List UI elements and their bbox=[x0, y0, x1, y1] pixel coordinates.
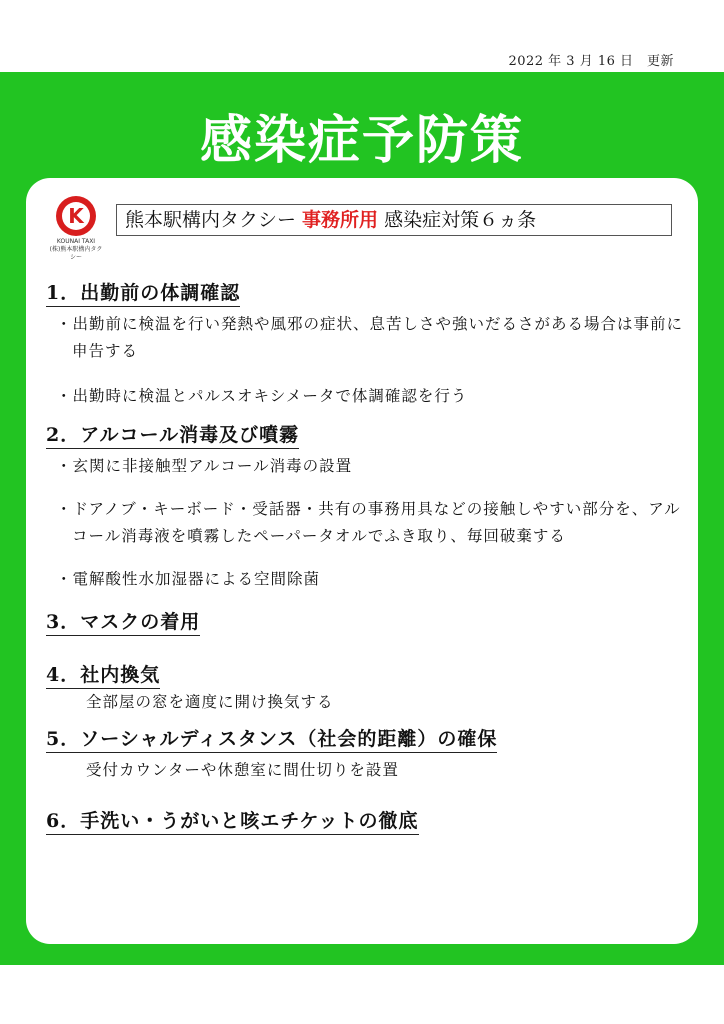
logo-text-en: KOUNAI TAXI bbox=[56, 238, 96, 245]
logo-text-jp: (株)熊本駅構内タクシー bbox=[49, 246, 103, 261]
section-text: 受付カウンターや休憩室に間仕切りを設置 bbox=[86, 761, 399, 779]
page-title: 感染症予防策 bbox=[199, 111, 524, 171]
section-title: 3．マスクの着用 bbox=[46, 607, 200, 636]
section-title: 4．社内換気 bbox=[46, 660, 160, 689]
subtitle-rules: 感染症対策６ヵ条 bbox=[378, 209, 537, 231]
logo-text bbox=[48, 238, 104, 262]
section-title: 5．ソーシャルディスタンス（社会的距離）の確保 bbox=[46, 724, 497, 753]
content-panel bbox=[26, 178, 698, 944]
list-item: ・ドアノブ・キーボード・受話器・共有の事務用具などの接触しやすい部分を、アルコール消毒液を噴霧したペーパータオルでふき取り、毎回破棄する bbox=[56, 500, 681, 545]
subtitle bbox=[116, 204, 672, 236]
subtitle-company: 熊本駅構内タクシー bbox=[125, 209, 303, 231]
logo-letter: K bbox=[68, 204, 84, 228]
list-item: ・電解酸性水加湿器による空間除菌 bbox=[56, 570, 321, 588]
list-item: ・玄関に非接触型アルコール消毒の設置 bbox=[56, 457, 353, 475]
page-footer-area bbox=[0, 965, 724, 1024]
logo-mark bbox=[56, 196, 96, 236]
section-2 bbox=[46, 420, 686, 593]
section-3 bbox=[46, 607, 686, 636]
section-title: 2．アルコール消毒及び噴霧 bbox=[46, 420, 299, 449]
section-text: 全部屋の窓を適度に開け換気する bbox=[86, 693, 334, 711]
section-title: 1．出勤前の体調確認 bbox=[46, 278, 240, 307]
subtitle-office-use: 事務所用 bbox=[302, 209, 379, 231]
company-logo bbox=[48, 196, 104, 261]
list-item: ・出勤前に検温を行い発熱や風邪の症状、息苦しさや強いだるさがある場合は事前に申告する bbox=[56, 315, 684, 360]
section-1 bbox=[46, 278, 686, 410]
update-date: 2022 年 3 月 16 日 更新 bbox=[508, 54, 674, 69]
section-6 bbox=[46, 806, 686, 835]
rules-list bbox=[46, 278, 686, 835]
list-item: ・出勤時に検温とパルスオキシメータで体調確認を行う bbox=[56, 387, 468, 405]
section-5 bbox=[46, 724, 686, 784]
section-title: 6．手洗い・うがいと咳エチケットの徹底 bbox=[46, 806, 419, 835]
section-4 bbox=[46, 660, 686, 716]
